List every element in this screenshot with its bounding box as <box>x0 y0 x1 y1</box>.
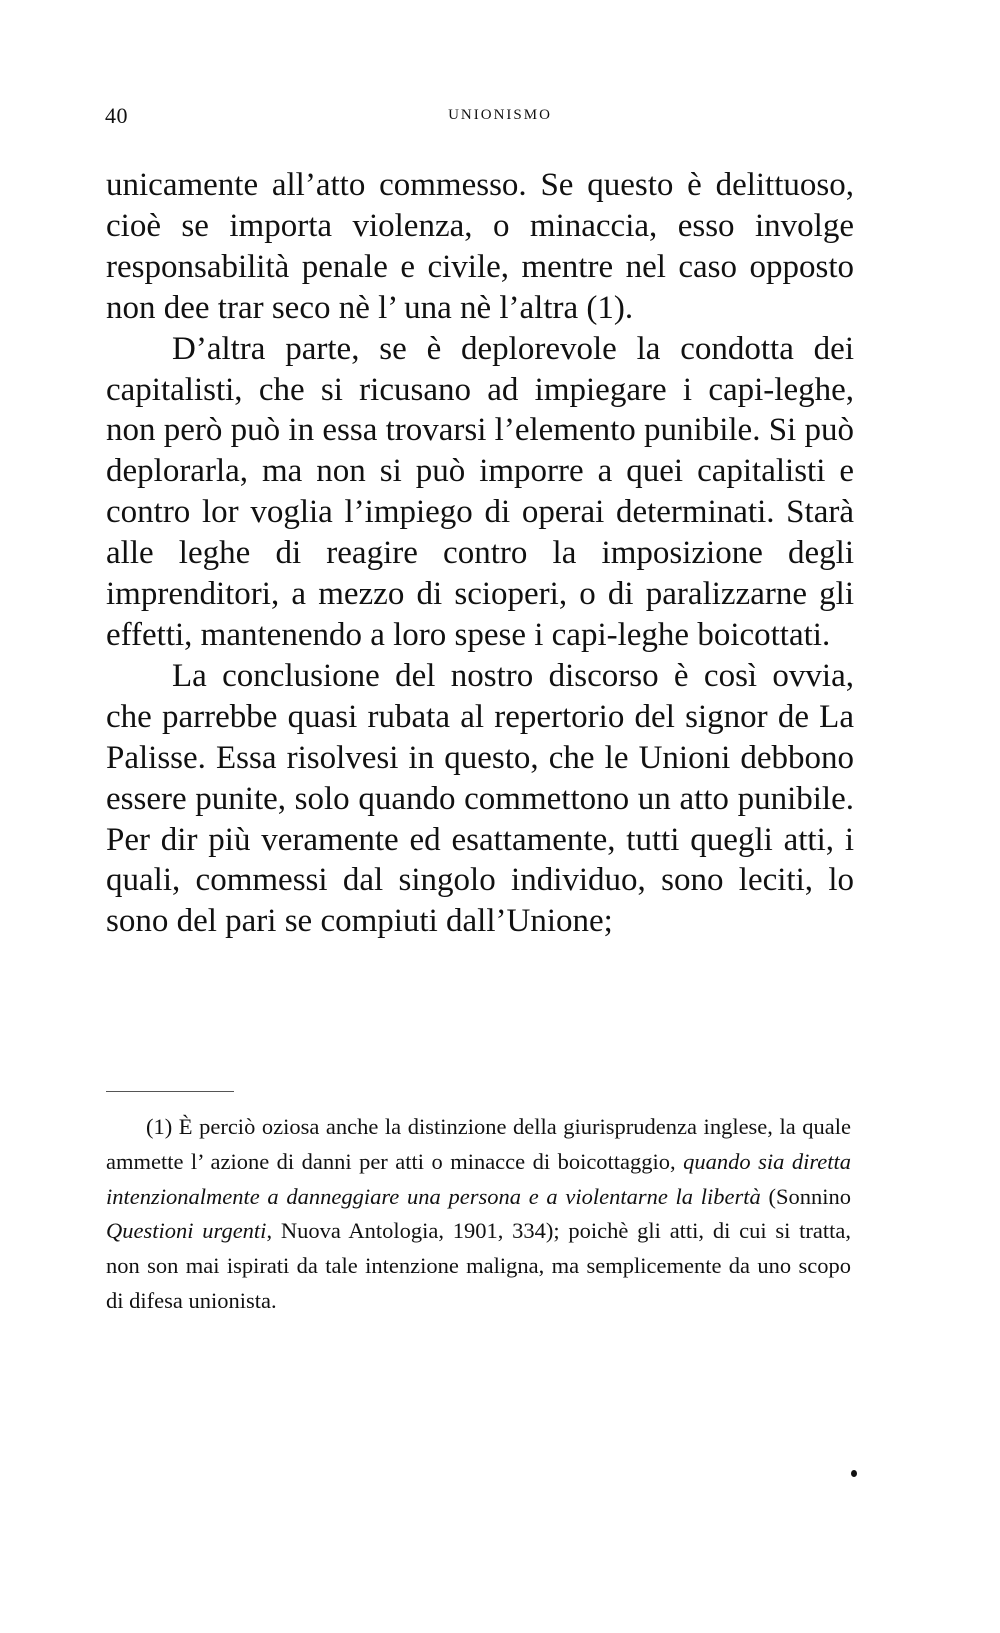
footnote-quote: quando sia diretta intenzionalmente a danneggiare una persona e a violentarne la libertà <box>106 1148 852 1209</box>
footnote-text: (1) È perciò oziosa anche la distinzione della giurisprudenza inglese, la quale ammette l’ azione di danni per atti o minacce di boicottaggio, <box>106 1114 851 1174</box>
main-text <box>106 165 854 942</box>
running-head: UNIONISMO <box>448 107 552 123</box>
paragraph-1: unicamente all’atto commesso. Se questo è delittuoso, cioè se importa violenza, o minaccia, esso involge responsabilità penale e civile, mentre nel caso opposto non dee trar seco nè l’ una nè l’altra (1). <box>106 167 854 326</box>
footnote-divider <box>106 1091 234 1092</box>
ink-dot <box>851 1470 857 1477</box>
page-number: 40 <box>105 103 128 128</box>
footnote-citation-open: (Sonnino <box>760 1183 851 1209</box>
footnote-text-end: , Nuova Antologia, 1901, 334); poichè gli atti, di cui si tratta, non son mai ispirati da tale intenzione maligna, ma semplicemente da uno scopo di difesa unionista. <box>106 1218 851 1313</box>
paragraph-3: La conclusione del nostro discorso è così ovvia, che parrebbe quasi rubata al repertorio del signor de La Palisse. Essa risolvesi in questo, che le Unioni debbono essere punite, solo quando commettono un atto punibile. Per dir più veramente ed esattamente, tutti quegli atti, i quali, commessi dal singolo individuo, sono leciti, lo sono del pari se compiuti dall’Unione; <box>106 657 854 940</box>
paragraph-2: D’altra parte, se è deplorevole la condotta dei capitalisti, che si ricusano ad impiegare i capi-leghe, non però può in essa trovarsi l’elemento punibile. Si può deplorarla, ma non si può imporre a quei capitalisti e contro lor voglia l’impiego di operai determinati. Starà alle leghe di reagire contro la imposizione degli imprenditori, a mezzo di scioperi, o di paralizzarne gli effetti, mantenendo a loro spese i capi-leghe boicottati. <box>106 330 854 653</box>
footnote-1 <box>106 1110 851 1319</box>
footnote-book-title: Questioni urgenti <box>106 1218 267 1244</box>
